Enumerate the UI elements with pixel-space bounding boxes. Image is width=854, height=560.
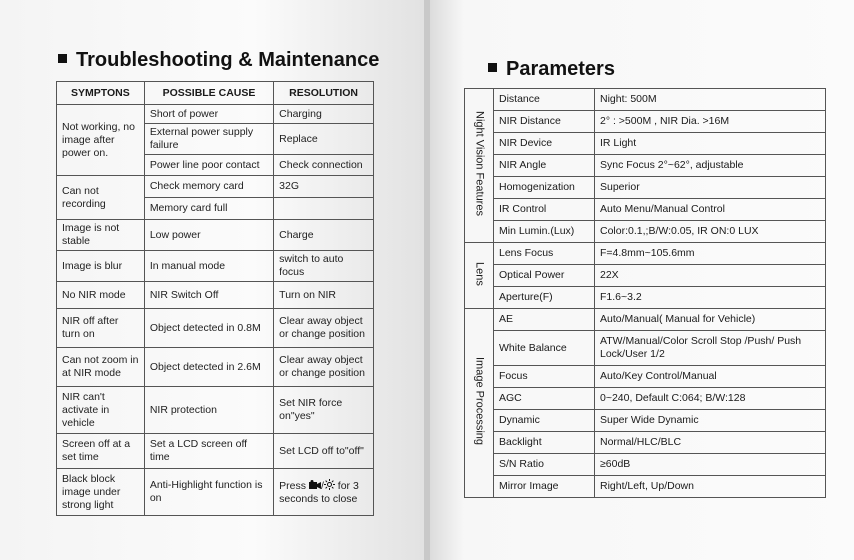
troubleshooting-heading: [58, 49, 379, 72]
table-row: [465, 265, 826, 287]
table-row: [57, 469, 374, 516]
resolution-cell: Set NIR force on"yes": [274, 387, 374, 434]
param-value: Superior: [595, 177, 826, 199]
table-row: [465, 199, 826, 221]
table-row: [465, 432, 826, 454]
right-page: [430, 0, 854, 560]
table-row: [465, 221, 826, 243]
table-row: [57, 105, 374, 124]
troubleshooting-title: Troubleshooting & Maintenance: [76, 49, 380, 71]
cause-cell: Object detected in 2.6M: [144, 348, 273, 387]
symptom-cell: No NIR mode: [57, 282, 145, 309]
param-name: Aperture(F): [494, 287, 595, 309]
param-name: NIR Angle: [494, 155, 595, 177]
param-value: Sync Focus 2°~62°, adjustable: [595, 155, 826, 177]
param-name: Mirror Image: [494, 476, 595, 498]
table-row: [57, 251, 374, 282]
param-value: 2° : >500M , NIR Dia. >16M: [595, 111, 826, 133]
resolution-cell: Set LCD off to"off": [274, 434, 374, 469]
resolution-cell: 32G: [274, 176, 374, 198]
table-row: [465, 133, 826, 155]
table-row: [57, 348, 374, 387]
table-row: [465, 243, 826, 265]
symptom-cell: Can not recording: [57, 176, 145, 220]
table-row: [57, 387, 374, 434]
symptom-cell: Can not zoom in at NIR mode: [57, 348, 145, 387]
param-name: Optical Power: [494, 265, 595, 287]
cause-cell: External power supply failure: [144, 124, 273, 155]
cause-cell: In manual mode: [144, 251, 273, 282]
param-name: AE: [494, 309, 595, 331]
group-image-processing: Image Processing: [465, 309, 494, 498]
table-row: [465, 89, 826, 111]
resolution-cell: Replace: [274, 124, 374, 155]
table-row: [465, 388, 826, 410]
param-name: Homogenization: [494, 177, 595, 199]
param-value: ATW/Manual/Color Scroll Stop /Push/ Push Lock/User 1/2: [595, 331, 826, 366]
param-value: ≥60dB: [595, 454, 826, 476]
group-night-vision: Night Vision Features: [465, 89, 494, 243]
table-row: [465, 287, 826, 309]
left-page: [0, 0, 424, 560]
cause-cell: Object detected in 0.8M: [144, 309, 273, 348]
param-value: Auto Menu/Manual Control: [595, 199, 826, 221]
resolution-cell: Clear away object or change position: [274, 348, 374, 387]
cause-cell: Memory card full: [144, 198, 273, 220]
param-value: 0~240, Default C:064; B/W:128: [595, 388, 826, 410]
table-row: [57, 220, 374, 251]
sun-icon: [324, 479, 335, 490]
table-row: [57, 434, 374, 469]
table-row: [465, 155, 826, 177]
param-name: Dynamic: [494, 410, 595, 432]
param-value: Auto/Key Control/Manual: [595, 366, 826, 388]
cause-cell: NIR protection: [144, 387, 273, 434]
symptom-cell: NIR can't activate in vehicle: [57, 387, 145, 434]
resolution-press-text: Press: [279, 479, 307, 492]
resolution-cell: Charge: [274, 220, 374, 251]
table-row: [57, 309, 374, 348]
param-name: Focus: [494, 366, 595, 388]
resolution-after-text: for 3 seconds to close: [279, 479, 359, 505]
cause-cell: Short of power: [144, 105, 273, 124]
param-value: Normal/HLC/BLC: [595, 432, 826, 454]
param-value: IR Light: [595, 133, 826, 155]
troubleshooting-table: [56, 81, 374, 516]
param-name: NIR Distance: [494, 111, 595, 133]
cause-cell: Set a LCD screen off time: [144, 434, 273, 469]
header-possible-cause: POSSIBLE CAUSE: [144, 82, 273, 105]
cause-cell: Anti-Highlight function is on: [144, 469, 273, 516]
bullet-square-icon: [58, 54, 67, 63]
param-name: White Balance: [494, 331, 595, 366]
resolution-cell: Press / for 3 seconds to close: [274, 469, 374, 516]
cause-cell: Check memory card: [144, 176, 273, 198]
table-row: [465, 309, 826, 331]
header-symptoms: SYMPTONS: [57, 82, 145, 105]
symptom-cell: Not working, no image after power on.: [57, 105, 145, 176]
table-row: [465, 454, 826, 476]
param-name: S/N Ratio: [494, 454, 595, 476]
param-name: AGC: [494, 388, 595, 410]
table-header-row: [57, 82, 374, 105]
symptom-cell: Screen off at a set time: [57, 434, 145, 469]
cause-cell: Low power: [144, 220, 273, 251]
group-lens: Lens: [465, 243, 494, 309]
table-row: [57, 282, 374, 309]
resolution-cell: switch to auto focus: [274, 251, 374, 282]
parameters-table: [464, 88, 826, 498]
cause-cell: Power line poor contact: [144, 155, 273, 176]
param-value: 22X: [595, 265, 826, 287]
parameters-title: Parameters: [506, 58, 615, 80]
resolution-cell: Check connection: [274, 155, 374, 176]
param-value: Night: 500M: [595, 89, 826, 111]
param-value: Color:0.1,;B/W:0.05, IR ON:0 LUX: [595, 221, 826, 243]
symptom-cell: Image is blur: [57, 251, 145, 282]
param-value: Right/Left, Up/Down: [595, 476, 826, 498]
symptom-cell: Image is not stable: [57, 220, 145, 251]
header-resolution: RESOLUTION: [274, 82, 374, 105]
table-row: [465, 331, 826, 366]
param-value: F=4.8mm~105.6mm: [595, 243, 826, 265]
table-row: [57, 176, 374, 198]
param-value: F1.6~3.2: [595, 287, 826, 309]
resolution-cell: Charging: [274, 105, 374, 124]
camera-icon: [309, 480, 321, 490]
symptom-cell: NIR off after turn on: [57, 309, 145, 348]
table-row: [465, 366, 826, 388]
symptom-cell: Black block image under strong light: [57, 469, 145, 516]
param-name: Lens Focus: [494, 243, 595, 265]
table-row: [465, 177, 826, 199]
param-value: Super Wide Dynamic: [595, 410, 826, 432]
param-name: NIR Device: [494, 133, 595, 155]
resolution-cell: Turn on NIR: [274, 282, 374, 309]
param-value: Auto/Manual( Manual for Vehicle): [595, 309, 826, 331]
param-name: IR Control: [494, 199, 595, 221]
table-row: [465, 111, 826, 133]
param-name: Distance: [494, 89, 595, 111]
table-row: [465, 410, 826, 432]
param-name: Min Lumin.(Lux): [494, 221, 595, 243]
cause-cell: NIR Switch Off: [144, 282, 273, 309]
param-name: Backlight: [494, 432, 595, 454]
parameters-heading: [488, 58, 615, 81]
table-row: [465, 476, 826, 498]
bullet-square-icon: [488, 63, 497, 72]
resolution-cell: [274, 198, 374, 220]
resolution-cell: Clear away object or change position: [274, 309, 374, 348]
